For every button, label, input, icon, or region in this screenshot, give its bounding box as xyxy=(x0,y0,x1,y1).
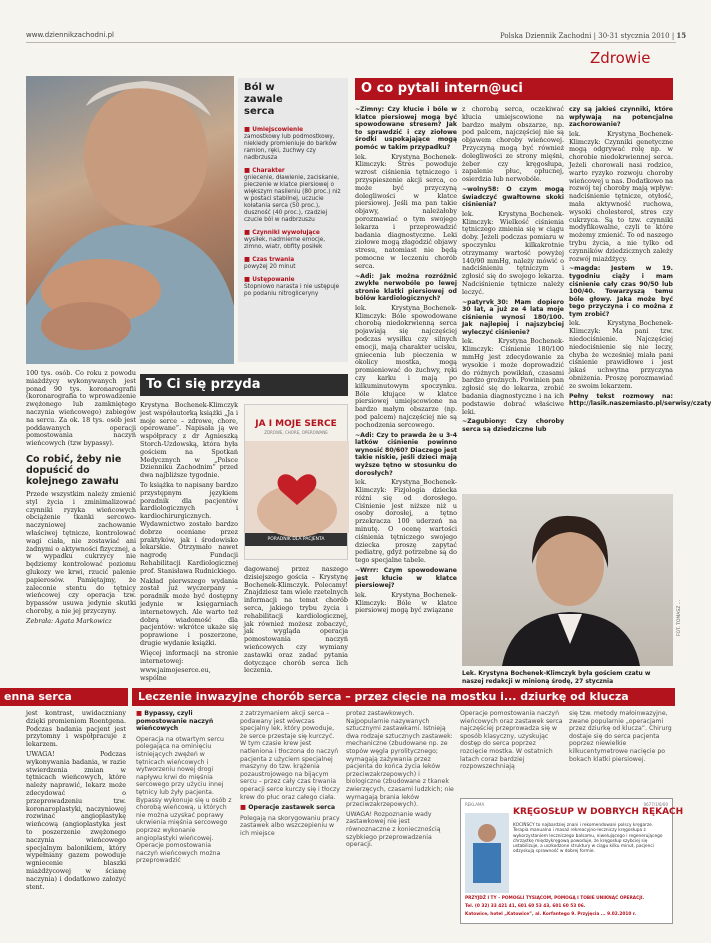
bullet-icon: ■ xyxy=(240,803,249,812)
photo-doctor xyxy=(462,494,673,666)
sidebar-item xyxy=(244,276,342,298)
bullet-icon: ■ xyxy=(136,709,145,717)
book-footer: PORADNIK DLA PACJENTA xyxy=(245,533,347,547)
to-ci-title: To Ci się przyda xyxy=(140,374,348,396)
qa-answer: z chorobą serca, oczekiwać kłucia umiejscowione na bardzo małym obszarze, np. pod palcem, najczęściej nie są objawem choroby wieńcowej. Przyczyną mogą być również dolegliwości ze strony mięśni, żeber czy kręgosłupa, zapalenie płuc, opłucnej, osierdzia lub nerwobóle. xyxy=(462,105,564,184)
heart-hands-icon xyxy=(245,441,349,533)
sidebar-box-title: Ból w zawale serca xyxy=(244,82,283,117)
left-intro: 100 tys. osób. Co roku z powodu miażdżycy wykonywanych jest ponad 90 tys. koronarografii (koronarografia to wprowadzenie zwężonego lub zamkniętego naczynia wieńcowego) zabiegów na sercu. Za ok. 18 tys. osób jest poddawanych operacji pomostowania naczyń wieńcowych (tzw bypassy). xyxy=(26,369,136,448)
qa-question: ~Zagubiony: Czy choroby serca są dziedziczne lub xyxy=(462,418,564,434)
book-title: JA I MOJE SERCE xyxy=(255,419,337,429)
photo-man xyxy=(26,76,234,364)
bottom-left-body2: UWAGA! Podczas wykonywania badania, w razie stwierdzenia zmian w tętnicach wieńcowych, które należy naprawić, lekarz może zdecydować o przeprowadzeniu tzw. koronaroplastyki, naczyniowej rozwinać angioplastykę wieńcową (angioplastyka jest to poszerzenie zwężonego naczynia wieńcowego specjalnym balonikiem, który wypełniany gazem powoduje wgniecenie blaszki miażdżycowej w ścianę naczynia) i dodatkowo założyć stent. xyxy=(26,749,126,891)
to-ci-body3: Nakład pierwszego wydania został już wyczerpany – poradnik może być dostępny jedynie w księgarniach internetowych. Ale warto też dobrą wiadomość dla pacjentów: wkrótce ukaże się poprawione i poszerzone, drugie wydanie książki. xyxy=(140,576,238,647)
qa-answer: lek. Krystyna_Bochenek-Klimczyk: Fizjologia dziecka różni się od dorosłego. Ciśnienie jest niższe niż u osoby dorosłej, a tętno przekracza 100 uderzeń na minutę. O ocenę wartości ciśnienia tętniczego swojego dziecka proszę zapytać pediatrę, gdyż potrzebne są do tego specjalne tabele. xyxy=(355,478,457,565)
bullet-icon: ■ xyxy=(244,125,253,133)
leczenie-col4 xyxy=(460,710,564,794)
leczenie-c3-body: protez zastawkowych. Najpopularnie nazywanych sztucznymi zastawkami. Istnieją dwa rodzaje sztucznych zastawek: mechaniczne (zbudowane np. ze stopów węgla pyrolitycznego; wymagają zażywania przez pacjenta do końca życia leków przeciwzakrzepowych) i biologiczne (zbudowane z tkanek zwierzęcych, czasami ludzkich; nie wymagają brania leków przeciwzakrzepowych). xyxy=(346,710,454,809)
qa-title xyxy=(355,78,673,100)
qa-title-text: O co pytali intern@uci xyxy=(361,81,523,96)
qa-col2 xyxy=(462,106,564,490)
header-date: 30-31 stycznia 2010 xyxy=(598,32,670,40)
sidebar-item-body: gniecenie, dławienie, zaciskanie, pieczenie w klatce piersiowej o większym nasileniu (80 proc.) niż w postaci stabilnej, uczucie kołatania serca (50 proc.), duszność (40 proc.), rzadziej czucie ból w nadbrzuszu xyxy=(244,175,341,223)
leczenie-c2-body: z zatrzymaniem akcji serca – podawany jest wówczas specjalny lek, który powoduje, że serce przestaje się kurczyć. W tym czasie krew jest natleniona i tłoczona do naczyń pacjenta z użyciem specjalnej maszyny do tzw. krążenia pozaustrojowego na bijącym sercu – przez cały czas trwania operacji serce kurczy się i tłoczy krew do płuc oraz całego ciała. xyxy=(240,710,340,801)
qa-col3 xyxy=(569,106,711,490)
header-url: www.dziennikzachodni.pl xyxy=(26,31,114,39)
left-column xyxy=(26,370,136,682)
ad-footer: PRZYJDŹ I TY – POMOGLI TYSIĄCOM, POMOGĄ I TOBIE UNIKNĄĆ OPERACJI. xyxy=(465,896,645,901)
leczenie-col3 xyxy=(346,710,454,926)
left-heading: Co robić, żeby nie dopuścić do kolejnego zawału xyxy=(26,453,122,487)
sidebar-item-head: Charakter xyxy=(252,168,285,174)
to-ci-body4: Więcej informacji na stronie internetowej: xyxy=(140,648,238,665)
qa-question: ~magda: Jestem w 19. tygodniu ciąży i mam ciśnienie cały czas 90/50 lub 100/40. Towarzyszą temu bóle głowy. Jaka może być tego przyczyna i co można z tym zrobić? xyxy=(569,265,673,318)
qa-answer: lek. Krystyna_Bochenek-Klimczyk: Wielkość ciśnienia tętniczego zmienia się w ciągu doby. Jeżeli podczas pomiaru w spoczynku kilkakrotnie otrzymamy wartość powyżej 140/90 mmHg, należy mówić o nadciśnieniu tętniczym i zgłosić się do swojego lekarza. Nadciśnienie tętnicze należy leczyć. xyxy=(462,209,564,296)
to-ci-url[interactable]: www.jaimojeserce.eu, wspólne xyxy=(140,666,211,683)
qa-question: czy są jakieś czynniki, które wpływają na potencjalne zachorowanie? xyxy=(569,106,673,129)
ad-label: REKLAMA xyxy=(465,802,485,807)
photo-caption: Lek. Krystyna Bochenek-Klimczyk była gościem czatu w naszej redakcji w minioną środę, 27 stycznia xyxy=(462,670,651,685)
ad-title: KRĘGOSŁUP W DOBRYCH RĘKACH xyxy=(513,807,684,817)
qa-question: ~patyrvk_30: Mam dopiero 30 lat, a już ze 4 lata moje ciśnienie wynosi 180/100. Jak najlepiej i najszybciej wyleczyć ciśnienie? xyxy=(462,298,564,336)
sidebar-item-head: Czas trwania xyxy=(252,257,295,263)
bottom-left-title: enna serca xyxy=(0,688,128,706)
to-ci-body2: To książka to napisany bardzo przystępnym językiem poradnik dla pacjentów kardiologicznych i kardiochirurgicznych. Wydawnictwo zostało bardzo dobrze oceniane przez praktyków, jak i środowisko lekarskie. Otrzymało nawet nagrodę Fundacji Rehabilitacji Kardiologicznej prof. Stanisława Rudnickiego. xyxy=(140,480,238,575)
ad-phone: Tel. (0 32) 33 421 41, 601 60 53 43, 601 60 53 06. xyxy=(465,904,586,909)
qa-answer: lek. Krystyna_Bochenek-Klimczyk: Ma pani tzw. niedociśnienie. Najczęściej niedociśnienie się nie leczy, chyba że wcześniej miała pani ciśnienie prawidłowe i jest jakaś uchwytna przyczyna obniżenia. Proszę porozmawiać ze swoim lekarzem. xyxy=(569,319,673,390)
doctor-illustration xyxy=(462,494,673,666)
to-ci-body1: Krystyna Bochenek-Klimczyk jest współautorką książki „Ja i moje serce – zdrowe, chore, operowane”. Napisała ją we współpracy z dr Agnieszką Storch-Uzdowską, która była gościem na Spotkań Medycznych w „Polsce Dzienniku Zachodnim” przed dwa najbliższe tygodnie. xyxy=(140,401,238,480)
to-ci-col3: dagowanej przez naszego dzisiejszego gościa – Krystynę Bochenek-Klimczyk. Polecamy! Znajdziesz tam wiele rzetelnych informacji na temat chorób serca, jakiego trybu życia i rehabilitacji kardiologicznej, jak również możesz zobaczyć, jak wygląda operacja pomostowania naczyń wieńcowych czy wymiany zastawki oraz zadać pytania dotyczące chorób serca lich leczenia. xyxy=(244,565,348,675)
leczenie-col2 xyxy=(240,710,340,926)
book-subtitle: ZDROWE, CHORE, OPEROWANE xyxy=(264,429,328,435)
leczenie-col5 xyxy=(569,710,673,794)
sidebar-item-head: Ustępowanie xyxy=(252,277,295,283)
bullet-icon: ■ xyxy=(244,166,253,174)
qa-answer: lek. Krystyna_Bochenek-Klimczyk: Czynniki genetyczne mogą odgrywać rolę np. w chorobie niedokrwiennej serca. Jeżeli chorowali nasi rodzice, warto ryzyko rozwoju choroby wieńcowej u nas. Dodatkowo na rozwój tej choroby mają wpływ: nadciśnienie tętnicze, otyłość, mała aktywność ruchowa, wysoki cholesterol, stres czy cukrzyca. Są to tzw. czynniki modyfikowalne, czyli te które możemy zmienić. To od naszego trybu życia, a nie tylko od czynników dziedzicznych zależy rozwój miażdżycy. xyxy=(569,129,673,263)
sidebar-box-list xyxy=(238,122,348,307)
ad-body: KOCIŃSCY to najbardziej znani i rekomendowani polscy kręgarze. Terapia manualna i masaż rekreacyjno-leczniczy kręgosłupa z wykorzystaniem leczniczego balsamu, niwelującego i regenerującego chrząstkę międzykręgową powoduje, że kręgosłup szybciej się ustabilizuje, a uszkodzone struktury w ciągu kilku minut, pacjenci odzyskują sprawność w dobrej formie. xyxy=(513,823,663,855)
sidebar-item xyxy=(244,256,342,271)
sidebar-item xyxy=(244,167,342,224)
qa-answer: lek. Krystyna_Bochenek-Klimczyk: Bóle w klatce piersiowej mogą być związane xyxy=(355,590,457,615)
sidebar-item xyxy=(244,229,342,251)
leczenie-c5-body: się tzw. metody małoinwazyjne, zwane popularnie „operacjami przez dziurkę od klucza”. Chirurg dostaje się do serca pacjenta poprzez niewielkie kilkucentymetrowe nacięcie po bokach klatki piersiowej. xyxy=(569,710,672,763)
qa-question: ~wolny58: O czym mogą świadczyć gwałtowne skoki ciśnienia? xyxy=(462,185,564,209)
header-rule xyxy=(26,42,676,43)
qa-question: ~Adi: Czy to prawda że u 3-4 latków ciśnienie powinno wynosić 80/60? Diaczego jest takie niskie, jeśli dzieci mają wyższe tętno w stosunku do dorosłych? xyxy=(355,431,457,477)
to-ci-col1 xyxy=(140,402,238,684)
leczenie-c4-body: Operacje pomostowania naczyń wieńcowych oraz zastawek serca najczęściej przeprowadza się w sposób klasyczny, uzyskując dostęp do serca poprzez rozcięcie mostka. W ostatnich latach coraz bardziej rozpowszechniają xyxy=(460,710,563,771)
qa-col1 xyxy=(355,106,457,686)
leczenie-col1 xyxy=(136,710,234,926)
sidebar-box xyxy=(238,78,348,362)
sidebar-item-body: zamostkowy lub podmostkowy, niekiedy promieniuje do barków ramion, ręki, żuchwy czy nadbrzusza xyxy=(244,134,337,161)
ad-address: Katowice, hotel „Katowice”, al. Korfantego 9. Przyjęcia ... 9.02.2010 r. xyxy=(465,912,636,917)
qa-question: ~Adi: Jak można rozróżnić zwykłe nerwobóle po lewej stronie klatki piersiowej od bólów kardiologicznych? xyxy=(355,272,457,303)
left-author: Zebrała: Agata Markowicz xyxy=(26,616,112,625)
sidebar-item-body: wysiłek, nadmierne emocje, zimno, wiatr, obfity posiłek xyxy=(244,237,326,250)
bullet-icon: ■ xyxy=(244,228,253,236)
qa-answer: lek. Krystyna_Bochenek-Klimczyk: Ciśnienie 180/100 mmHg jest zdecydowanie za wysokie i może doprowadzić do różnych powikłań, czasami bardzo groźnych. Powinien pan zgłosić się do lekarza, zrobić badania diagnostyczne i na ich podstawie dobrać właściwe leki. xyxy=(462,337,564,416)
leczenie-c2-body2: Polegają na skorygowaniu pracy zastawek albo wszczepieniu w ich miejsce xyxy=(240,814,340,837)
bullet-icon: ■ xyxy=(244,255,253,263)
sidebar-item-body: powyżej 20 minut xyxy=(244,264,296,270)
sidebar-item-body: Stopniowo narasta i nie ustępuje po podaniu nitrogliceryny xyxy=(244,284,340,297)
leczenie-c1-head-row xyxy=(136,710,234,733)
header-paper-line: Polska Dziennik Zachodni | 30-31 stycznia 2010 | 15 xyxy=(500,31,687,40)
leczenie-c3-body2: UWAGA! Rozpoznanie wady zastawkowej nie jest równoznaczne z koniecznością szybkiego przeprowadzenia operacji. xyxy=(346,810,441,849)
qa-answer: lek. Krystyna_Bochenek-Klimczyk: Stres powoduje wzrost ciśnienia tętniczego i przyspieszenie akcji serca, co może być przyczyną dolegliwości w klatce piersiowej. Jeśli ma pan takie objawy, należałoby porozmawiać o tym swojego lekarza i przeprowadzić badania diagnostyczne. Leki ziołowe mogą złagodzić objawy stresu, natomiast nie będą pomocne w leczeniu chorób serca. xyxy=(355,152,457,270)
qa-question: ~Zimny: Czy kłucie i bóle w klatce piersiowej mogą być spowodowane stresem? Jak to sprawdzić i czy ziołowe środki uspokajające mogą pomóc w takim przypadku? xyxy=(355,106,457,151)
leczenie-c2-head-row xyxy=(240,804,340,812)
ad-photo xyxy=(465,813,509,893)
ad-box[interactable] xyxy=(460,798,684,924)
sidebar-item xyxy=(244,126,342,162)
man-illustration xyxy=(26,76,234,364)
leczenie-c1-head: Bypassy, czyli pomostowanie naczyń wieńcowych xyxy=(136,710,214,733)
ad-code: 0677/1/6/00 xyxy=(643,802,668,807)
bottom-left-body: jest kontrast, uwidaczniany dzięki promieniom Roentgena. Podczas badania pacjent jest przytomny i współpracuje z lekarzem. xyxy=(26,709,126,749)
header-page: 15 xyxy=(676,31,687,40)
sidebar-item-head: Umiejscowienie xyxy=(252,127,304,133)
qa-answer: lek. Krystyna_Bochenek-Klimczyk: Bóle spowodowane chorobą niedokrwienną serca pojawiają się najczęściej podczas wysiłku czy silnych emocji, mają charakter ucisku, gniecenia lub pieczenia w okolicy mostka, mogą promieniować do żuchwy, ręki czy karku i mają po kilkuminutowym spoczynku. Bóle kłujące w klatce piersiowej umiejscowione na bardzo małym obszarze (np. pod palcem) najczęściej nie są pochodzenia sercowego. xyxy=(355,303,457,429)
sidebar-item-head: Czynniki wywołujące xyxy=(252,230,320,236)
section-title: Zdrowie xyxy=(590,49,651,67)
qa-link[interactable]: Pełny tekst rozmowy na: http://lasik.naszemiasto.pl/serwisy/czaty xyxy=(569,392,711,408)
leczenie-c1-body: Operacja na otwartym sercu polegająca na ominięciu istniejących zwężeń w tętnicach wieńcowych i wytworzeniu nowej drogi napływu krwi do mięśnia sercowego przy użyciu innej tętnicy lub żyły pacjenta. Bypassy wykonuje się u osób z chorobą wieńcową, u których nie można uzyskać poprawy ukrwienia mięśnia sercowego poprzez wykonanie angioplastyki wieńcowej. Operacje pomostowania naczyń wieńcowych można przeprowadzić xyxy=(136,735,232,865)
bottom-left-text xyxy=(26,710,126,926)
leczenie-title: Leczenie inwazyjne chorób serca – przez cięcie na mostku i... dziurkę od klucza xyxy=(132,688,675,706)
book-cover xyxy=(244,404,348,560)
header-paper: Polska Dziennik Zachodni xyxy=(500,32,592,40)
qa-question: ~Wrrr: Czym spowodowane jest kłucie w klatce piersiowej? xyxy=(355,566,457,590)
bullet-icon: ■ xyxy=(244,275,253,283)
left-body: Przede wszystkim należy zmienić styl życia i zminimalizować czynniki ryzyka wieńcowych obciążenie tkanki sercowo-naczyniowej zachowanie właściwej tętnicze, kontrolować wagi ciała, nie zostawiać ani żadnymi o aktywności fizycznej, a w wypadku cukrzycy nie będziemy kontrolować poziomu glukozy we krwi, rzucić palenie papierosów. Pamiętajmy, że zaleconie stentu do tętnicy wieńcowej czy operacja tzw. bypassów usuwa jedynie skutki choroby, a nie jej przyczyny. xyxy=(26,489,136,615)
photo-credit: FOT. TOMASZ ... xyxy=(677,600,682,637)
leczenie-c2-head: Operacje zastawek serca xyxy=(248,804,336,812)
